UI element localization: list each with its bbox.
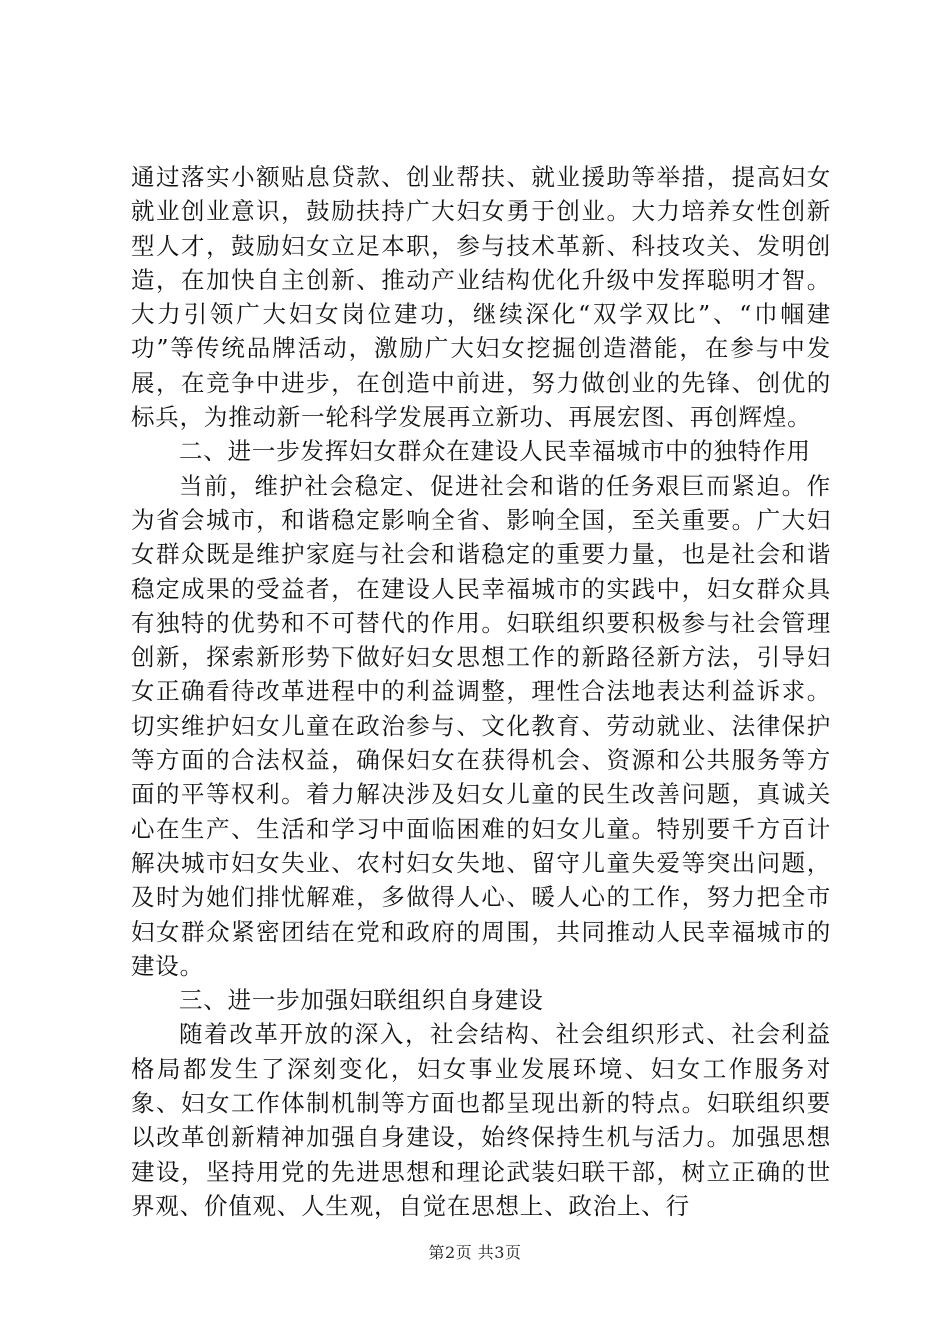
document-body xyxy=(131,160,831,1223)
section-heading-three: 三、进一步加强妇联组织自身建设 xyxy=(179,986,544,1015)
page-footer: 第2页 共3页 xyxy=(428,1243,522,1262)
paragraph-body: 当前，维护社会稳定、促进社会和谐的任务艰巨而紧迫。作为省会城市，和谐稳定影响全省、影响全国，至关重要。广大妇女群众既是维护家庭与社会和谐稳定的重要力量，也是社会和谐稳定成果的受益者，在建设人民幸福城市的实践中，妇女群众具有独特的优势和不可替代的作用。妇联组织要积极参与社会管理创新，探索新形势下做好妇女思想工作的新路径新方法，引导妇女正确看待改革进程中的利益调整，理性合法地表达利益诉求。切实维护妇女儿童在政治参与、文化教育、劳动就业、法律保护等方面的合法权益，确保妇女在获得机会、资源和公共服务等方面的平等权利。着力解决涉及妇女儿童的民生改善问题，真诚关心在生产、生活和学习中面临困难的妇女儿童。特别要千方百计解决城市妇女失业、农村妇女失地、留守儿童失爱等突出问题，及时为她们排忧解难，多做得人心、暖人心的工作，努力把全市妇女群众紧密团结在党和政府的周围，共同推动人民幸福城市的建设。 xyxy=(131,471,831,980)
paragraph-continuation: 通过落实小额贴息贷款、创业帮扶、就业援助等举措，提高妇女就业创业意识，鼓励扶持广大妇女勇于创业。大力培养女性创新型人才，鼓励妇女立足本职，参与技术革新、科技攻关、发明创造，在加快自主创新、推动产业结构优化升级中发挥聪明才智。大力引领广大妇女岗位建功，继续深化“双学双比”、“巾帼建功”等传统品牌活动，激励广大妇女挖掘创造潜能，在参与中发展，在竞争中进步，在创造中前进，努力做创业的先锋、创优的标兵，为推动新一轮科学发展再立新功、再展宏图、再创辉煌。 xyxy=(131,163,831,432)
section-heading-two: 二、进一步发挥妇女群众在建设人民幸福城市中的独特作用 xyxy=(179,437,811,466)
paragraph-body: 随着改革开放的深入，社会结构、社会组织形式、社会利益格局都发生了深刻变化，妇女事业发展环境、妇女工作服务对象、妇女工作体制机制等方面也都呈现出新的特点。妇联组织要以改革创新精神加强自身建设，始终保持生机与活力。加强思想建设，坚持用党的先进思想和理论武装妇联干部，树立正确的世界观、价值观、人生观，自觉在思想上、政治上、行 xyxy=(131,1020,831,1220)
